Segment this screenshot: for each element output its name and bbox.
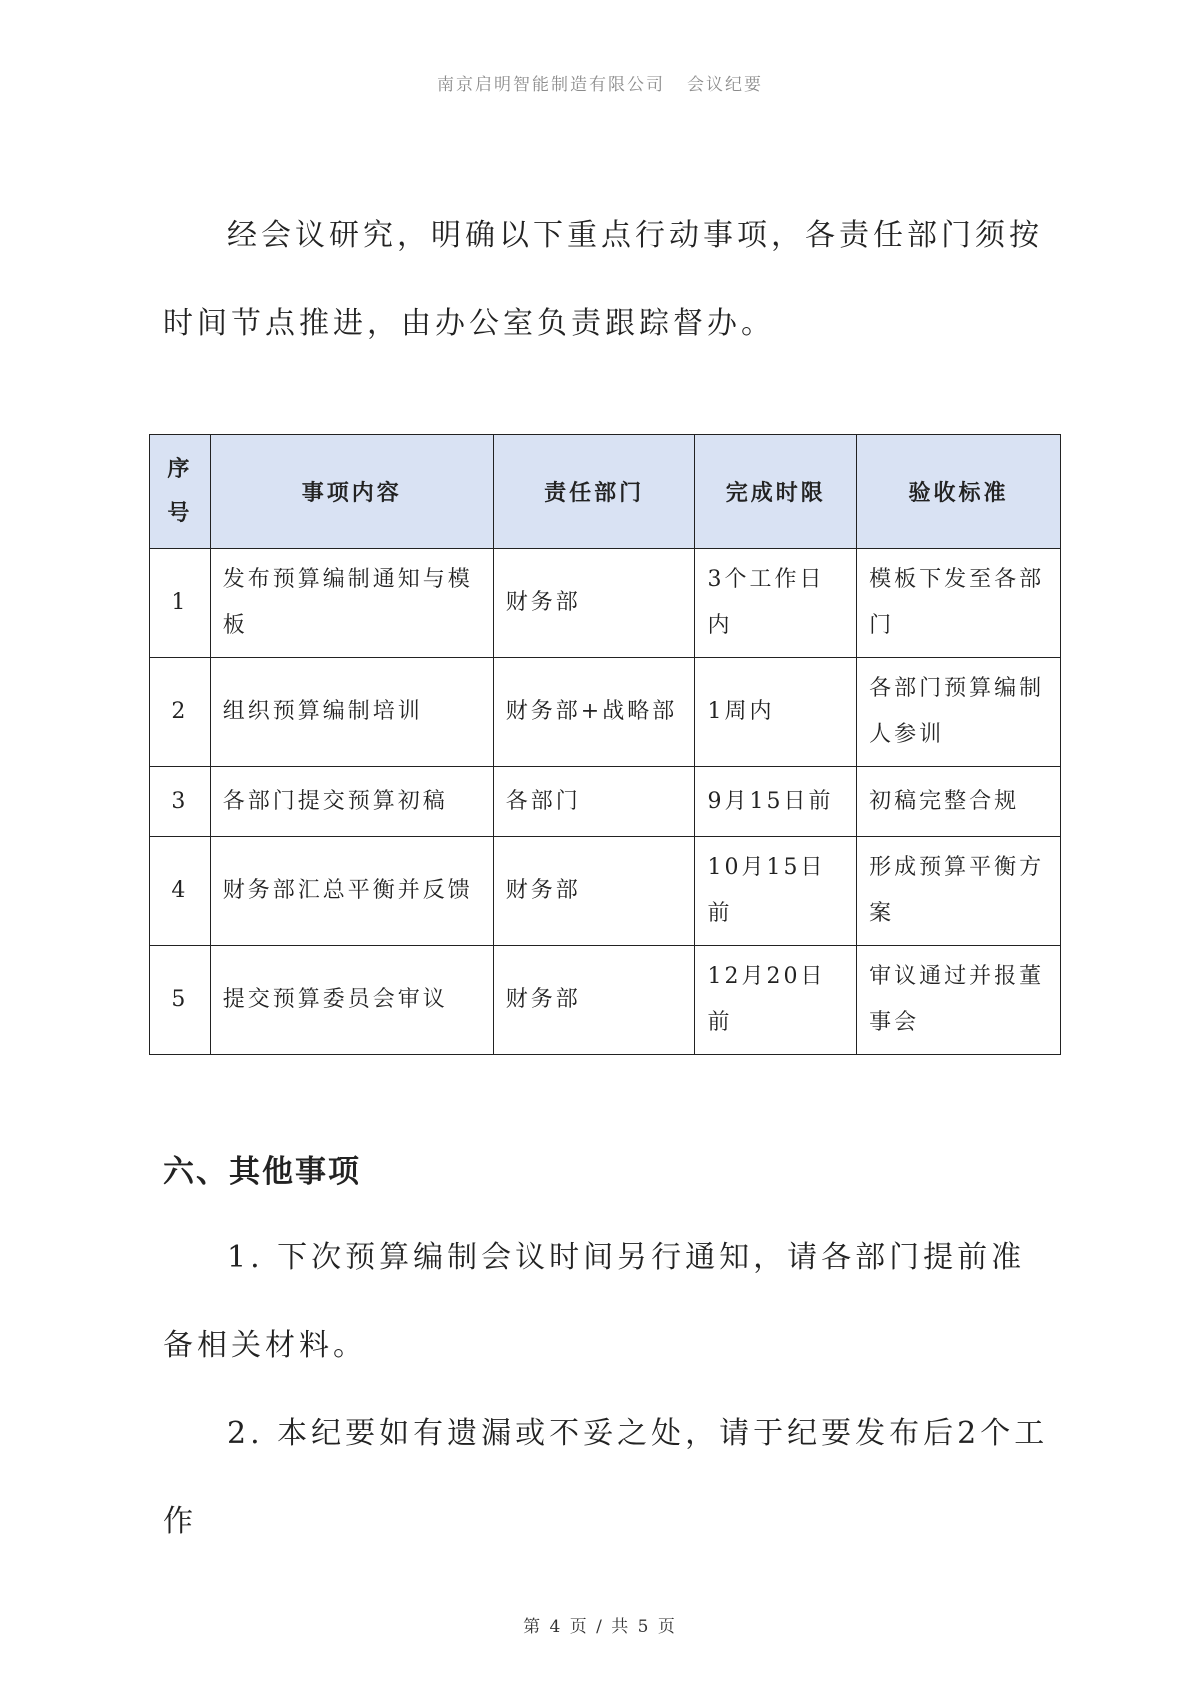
page-footer	[0, 1612, 1200, 1637]
header-dept: 责任部门	[493, 435, 695, 549]
cell-criteria: 初稿完整合规	[857, 767, 1061, 837]
page-number: 第 4 页 / 共 5 页	[523, 1617, 677, 1637]
cell-item: 提交预算委员会审议	[210, 946, 493, 1055]
cell-no: 2	[150, 658, 211, 767]
header-deadline: 完成时限	[695, 435, 857, 549]
cell-dept: 财务部	[493, 549, 695, 658]
cell-no: 1	[150, 549, 211, 658]
other-item-2-text: 2. 本纪要如有遗漏或不妥之处，请于纪要发布后2个工作	[163, 1416, 1049, 1539]
action-items-table	[149, 434, 1061, 1055]
table-row	[150, 946, 1061, 1055]
intro-paragraph-text: 经会议研究，明确以下重点行动事项，各责任部门须按时间节点推进，由办公室负责跟踪督办。	[163, 218, 1043, 341]
table-row	[150, 658, 1061, 767]
header-company: 南京启明智能制造有限公司	[437, 75, 665, 95]
cell-deadline: 9月15日前	[695, 767, 857, 837]
other-item-2	[163, 1390, 1053, 1566]
cell-item: 发布预算编制通知与模板	[210, 549, 493, 658]
table-row	[150, 549, 1061, 658]
cell-criteria: 模板下发至各部门	[857, 549, 1061, 658]
table-header-row	[150, 435, 1061, 549]
header-item: 事项内容	[210, 435, 493, 549]
cell-dept: 各部门	[493, 767, 695, 837]
cell-dept: 财务部	[493, 946, 695, 1055]
cell-item: 财务部汇总平衡并反馈	[210, 837, 493, 946]
header-no	[150, 435, 211, 549]
cell-dept: 财务部	[493, 837, 695, 946]
header-doc-type: 会议纪要	[687, 75, 763, 95]
cell-criteria: 各部门预算编制人参训	[857, 658, 1061, 767]
header-no-line2: 号	[167, 500, 193, 526]
cell-dept: 财务部+战略部	[493, 658, 695, 767]
header-criteria: 验收标准	[857, 435, 1061, 549]
other-item-1	[163, 1214, 1053, 1390]
table-row	[150, 767, 1061, 837]
cell-deadline: 10月15日前	[695, 837, 857, 946]
table-row	[150, 837, 1061, 946]
cell-criteria: 审议通过并报董事会	[857, 946, 1061, 1055]
cell-item: 组织预算编制培训	[210, 658, 493, 767]
cell-deadline: 12月20日前	[695, 946, 857, 1055]
page-header	[0, 70, 1200, 95]
cell-deadline: 3个工作日内	[695, 549, 857, 658]
section-six-title: 六、其他事项	[163, 1154, 361, 1190]
cell-no: 5	[150, 946, 211, 1055]
cell-item: 各部门提交预算初稿	[210, 767, 493, 837]
cell-no: 3	[150, 767, 211, 837]
intro-paragraph	[163, 192, 1053, 368]
header-no-line1: 序	[167, 456, 193, 482]
cell-no: 4	[150, 837, 211, 946]
cell-criteria: 形成预算平衡方案	[857, 837, 1061, 946]
cell-deadline: 1周内	[695, 658, 857, 767]
other-item-1-text: 1. 下次预算编制会议时间另行通知，请各部门提前准备相关材料。	[163, 1240, 1026, 1363]
